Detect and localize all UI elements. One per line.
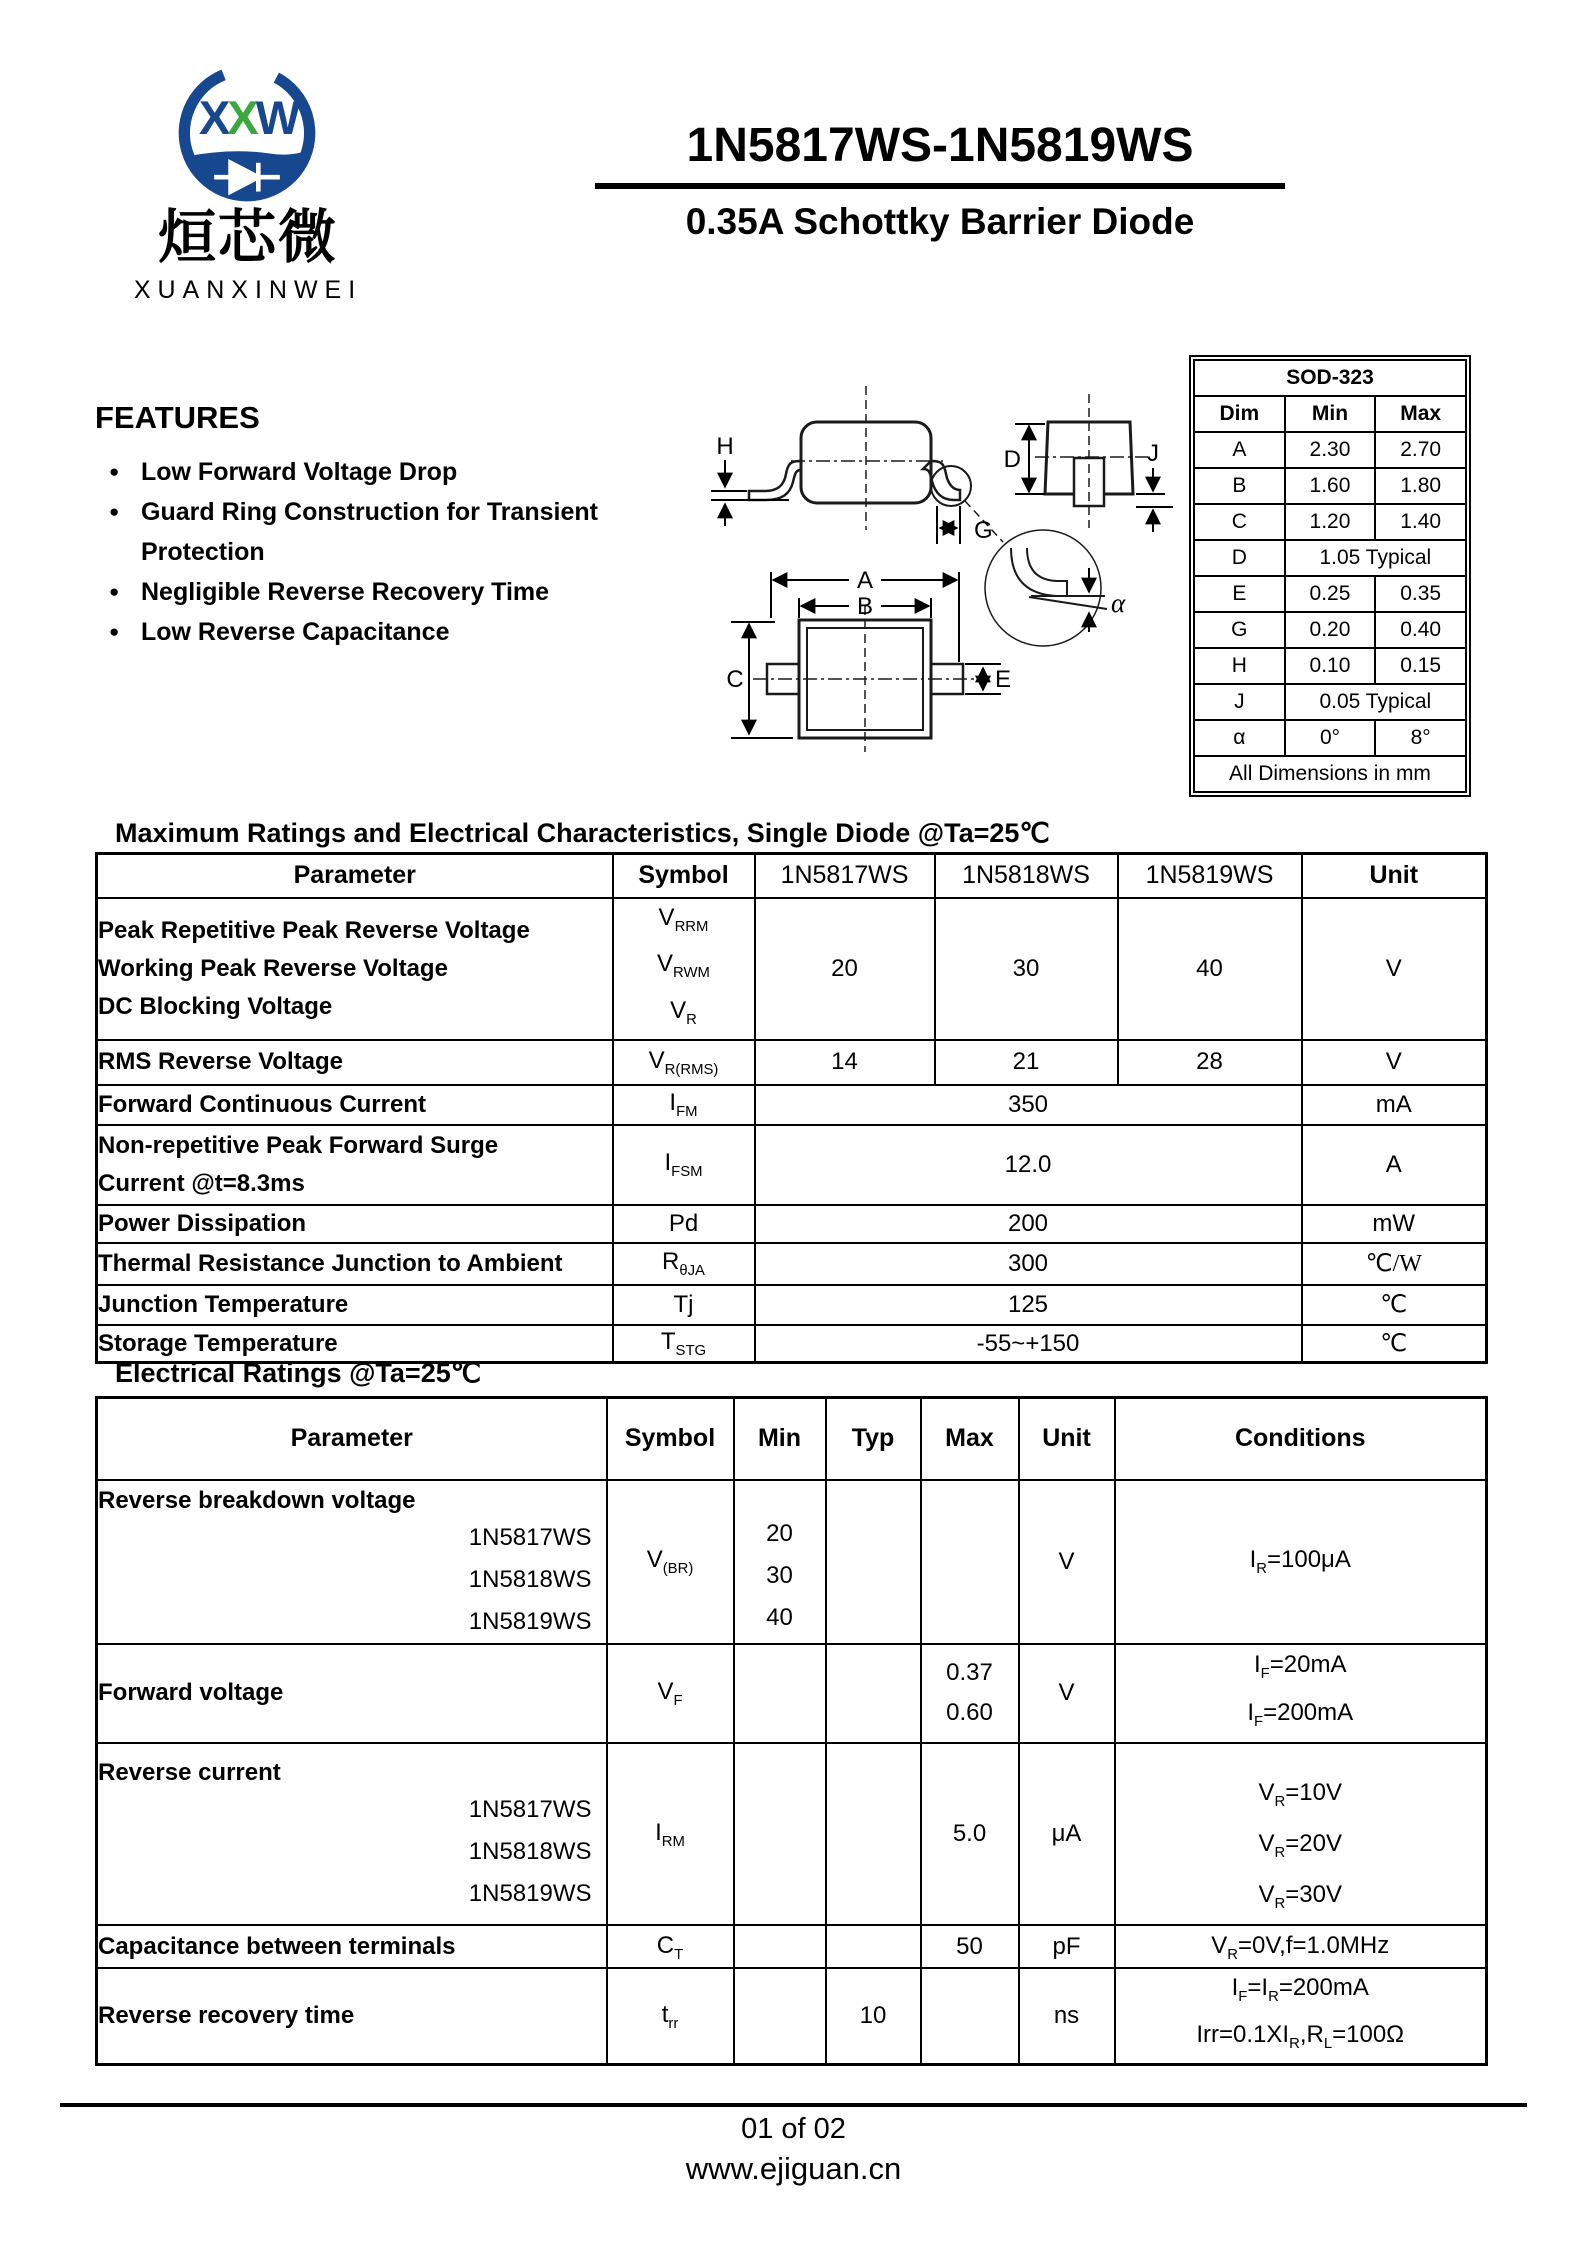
- symbol-cell: $V_{(BR)}$: [607, 1480, 734, 1644]
- value-cell: -55~+150: [755, 1325, 1302, 1363]
- conditions-cell: $I_R=100\mu A$: [1115, 1480, 1487, 1644]
- rating-row: [97, 1743, 1487, 1925]
- parameter-cell: Reverse recovery time: [97, 1968, 607, 2064]
- parameter-cell: Junction Temperature: [97, 1285, 613, 1325]
- unit-cell: ℃: [1302, 1285, 1487, 1325]
- side-view-left-lead: [749, 461, 801, 500]
- symbol-cell: $T_{STG}$: [613, 1325, 755, 1363]
- min-cell: 20 30 40: [734, 1480, 826, 1644]
- package-dimension-table: [1189, 355, 1471, 797]
- detail-angle-line: [1029, 597, 1107, 609]
- symbol-cell: Pd: [613, 1205, 755, 1243]
- symbol-cell: Tj: [613, 1285, 755, 1325]
- dim-label-d: D: [1003, 446, 1021, 473]
- value-cell: 40: [1118, 898, 1302, 1040]
- dim-label-e: E: [995, 666, 1012, 693]
- dimensions-note: All Dimensions in mm: [1194, 756, 1466, 792]
- bullet-icon: ●: [109, 462, 120, 481]
- parameter-cell: Power Dissipation: [97, 1205, 613, 1243]
- min-cell: [734, 1644, 826, 1744]
- symbol-cell: $V_{RRM}$ $V_{RWM}$ $V_R$: [613, 898, 755, 1040]
- dim-row: E 0.25 0.35: [1194, 576, 1466, 612]
- dim-label-g: G: [974, 517, 993, 544]
- rating-row: [97, 1085, 1487, 1125]
- symbol-cell: $V_F$: [607, 1644, 734, 1744]
- rating-row: [97, 1285, 1487, 1325]
- dim-row: J 0.05 Typical: [1194, 684, 1466, 720]
- features-heading: FEATURES: [95, 400, 260, 435]
- company-logo: [172, 58, 322, 208]
- company-website: www.ejiguan.cn: [685, 2151, 902, 2186]
- parameter-cell: Reverse breakdown voltage 1N5817WS 1N5818WS 1N5819WS: [97, 1480, 607, 1644]
- rating-row: [97, 1480, 1487, 1644]
- unit-cell: A: [1302, 1125, 1487, 1205]
- dim-row: D 1.05 Typical: [1194, 540, 1466, 576]
- col-max: Max: [1375, 396, 1466, 432]
- device-subtitle: 0.35A Schottky Barrier Diode: [685, 201, 1195, 242]
- unit-cell: V: [1019, 1480, 1115, 1644]
- unit-cell: V: [1019, 1644, 1115, 1744]
- conditions-cell: $I_F=I_R=200mA$ $Irr=0.1XI_R,R_L=100\Omega$: [1115, 1968, 1487, 2064]
- table-header-row: Parameter Symbol Min Typ Max Unit Conditions: [97, 1398, 1487, 1480]
- title-block: [585, 118, 1295, 243]
- symbol-cell: $I_{FM}$: [613, 1085, 755, 1125]
- dim-row: C 1.20 1.40: [1194, 504, 1466, 540]
- unit-cell: ns: [1019, 1968, 1115, 2064]
- parameter-cell: Non-repetitive Peak Forward Surge Current @t=8.3ms: [97, 1125, 613, 1205]
- min-cell: [734, 1925, 826, 1968]
- parameter-cell: Peak Repetitive Peak Reverse Voltage Working Peak Reverse Voltage DC Blocking Voltage: [97, 898, 613, 1040]
- dim-row: B 1.60 1.80: [1194, 468, 1466, 504]
- value-cell: 125: [755, 1285, 1302, 1325]
- typ-cell: [826, 1925, 921, 1968]
- min-cell: [734, 1743, 826, 1925]
- symbol-cell: $t_{rr}$: [607, 1968, 734, 2064]
- rating-row: [97, 898, 1487, 1040]
- feature-item: ● Negligible Reverse Recovery Time: [95, 572, 601, 612]
- detail-circle: [985, 530, 1101, 646]
- features-section: [95, 400, 675, 652]
- parameter-cell: Forward Continuous Current: [97, 1085, 613, 1125]
- page-number: 01 of 02: [741, 2113, 846, 2145]
- symbol-cell: $I_{RM}$: [607, 1743, 734, 1925]
- unit-cell: ℃: [1302, 1325, 1487, 1363]
- unit-cell: V: [1302, 1040, 1487, 1085]
- unit-cell: pF: [1019, 1925, 1115, 1968]
- typ-cell: 10: [826, 1968, 921, 2064]
- dim-label-a: A: [856, 567, 874, 594]
- bullet-icon: ●: [109, 582, 120, 601]
- value-cell: 30: [935, 898, 1118, 1040]
- bullet-icon: ●: [109, 502, 120, 521]
- table-header-row: Parameter Symbol 1N5817WS 1N5818WS 1N5819WS Unit: [97, 854, 1487, 898]
- dim-row: α 0° 8°: [1194, 720, 1466, 756]
- parameter-cell: Thermal Resistance Junction to Ambient: [97, 1243, 613, 1285]
- value-cell: 20: [755, 898, 935, 1040]
- detail-lead-inner: [1027, 548, 1067, 596]
- value-cell: 21: [935, 1040, 1118, 1085]
- dim-row: H 0.10 0.15: [1194, 648, 1466, 684]
- rating-row: [97, 1925, 1487, 1968]
- min-cell: [734, 1968, 826, 2064]
- dim-label-c: C: [726, 666, 744, 693]
- parameter-cell: RMS Reverse Voltage: [97, 1040, 613, 1085]
- value-cell: 200: [755, 1205, 1302, 1243]
- feature-item: ● Low Forward Voltage Drop: [95, 452, 601, 492]
- unit-cell: ℃/W: [1302, 1243, 1487, 1285]
- package-name: SOD-323: [1194, 360, 1466, 396]
- typ-cell: [826, 1644, 921, 1744]
- value-cell: 28: [1118, 1040, 1302, 1085]
- dim-row: A 2.30 2.70: [1194, 432, 1466, 468]
- parameter-cell: Forward voltage: [97, 1644, 607, 1744]
- bullet-icon: ●: [109, 622, 120, 641]
- detail-lead-outer: [1011, 548, 1067, 596]
- features-list: [95, 452, 675, 652]
- parameter-cell: Storage Temperature: [97, 1325, 613, 1363]
- max-ratings-table: [95, 852, 1488, 1364]
- symbol-cell: $C_T$: [607, 1925, 734, 1968]
- typ-cell: [826, 1743, 921, 1925]
- symbol-cell: $R_{\theta JA}$: [613, 1243, 755, 1285]
- feature-item: ● Guard Ring Construction for Transient Protection: [95, 492, 601, 572]
- rating-row: [97, 1243, 1487, 1285]
- max-cell: [921, 1480, 1019, 1644]
- part-number-title: 1N5817WS-1N5819WS: [595, 118, 1285, 189]
- col-min: Min: [1285, 396, 1376, 432]
- conditions-cell: $V_R=0V,f=1.0MHz$: [1115, 1925, 1487, 1968]
- dim-label-h: H: [716, 433, 734, 460]
- logo-monogram: XXW: [198, 92, 298, 146]
- value-cell: 14: [755, 1040, 935, 1085]
- max-cell: 5.0: [921, 1743, 1019, 1925]
- value-cell: 300: [755, 1243, 1302, 1285]
- conditions-cell: $I_F=20mA$ $I_F=200mA$: [1115, 1644, 1487, 1744]
- unit-cell: μA: [1019, 1743, 1115, 1925]
- dim-label-b: B: [856, 593, 874, 620]
- rating-row: [97, 1040, 1487, 1085]
- feature-item: ● Low Reverse Capacitance: [95, 612, 601, 652]
- rating-row: [97, 1968, 1487, 2064]
- dim-label-alpha: α: [1111, 588, 1126, 618]
- dim-label-j: J: [1147, 440, 1159, 467]
- unit-cell: mA: [1302, 1085, 1487, 1125]
- unit-cell: mW: [1302, 1205, 1487, 1243]
- parameter-cell: Reverse current 1N5817WS 1N5818WS 1N5819WS: [97, 1743, 607, 1925]
- value-cell: 350: [755, 1085, 1302, 1125]
- parameter-cell: Capacitance between terminals: [97, 1925, 607, 1968]
- max-cell: 0.37 0.60: [921, 1644, 1019, 1744]
- rating-row: [97, 1205, 1487, 1243]
- dim-row: G 0.20 0.40: [1194, 612, 1466, 648]
- unit-cell: V: [1302, 898, 1487, 1040]
- company-name-en: XUANXINWEI: [133, 276, 363, 304]
- max-cell: [921, 1968, 1019, 2064]
- max-cell: 50: [921, 1925, 1019, 1968]
- rating-row: [97, 1644, 1487, 1744]
- max-ratings-heading: Maximum Ratings and Electrical Characteristics, Single Diode @Ta=25℃: [115, 818, 1050, 848]
- symbol-cell: $V_{R(RMS)}$: [613, 1040, 755, 1085]
- symbol-cell: $I_{FSM}$: [613, 1125, 755, 1205]
- company-name-cn: 烜芯微: [157, 205, 338, 270]
- package-outline-diagram: [693, 366, 1180, 776]
- rating-row: [97, 1125, 1487, 1205]
- conditions-cell: $V_R=10V$ $V_R=20V$ $V_R=30V$: [1115, 1743, 1487, 1925]
- footer-divider: [60, 2103, 1527, 2107]
- electrical-ratings-table: [95, 1396, 1488, 2066]
- value-cell: 12.0: [755, 1125, 1302, 1205]
- col-dim: Dim: [1194, 396, 1285, 432]
- typ-cell: [826, 1480, 921, 1644]
- electrical-ratings-heading: Electrical Ratings @Ta=25℃: [115, 1358, 482, 1388]
